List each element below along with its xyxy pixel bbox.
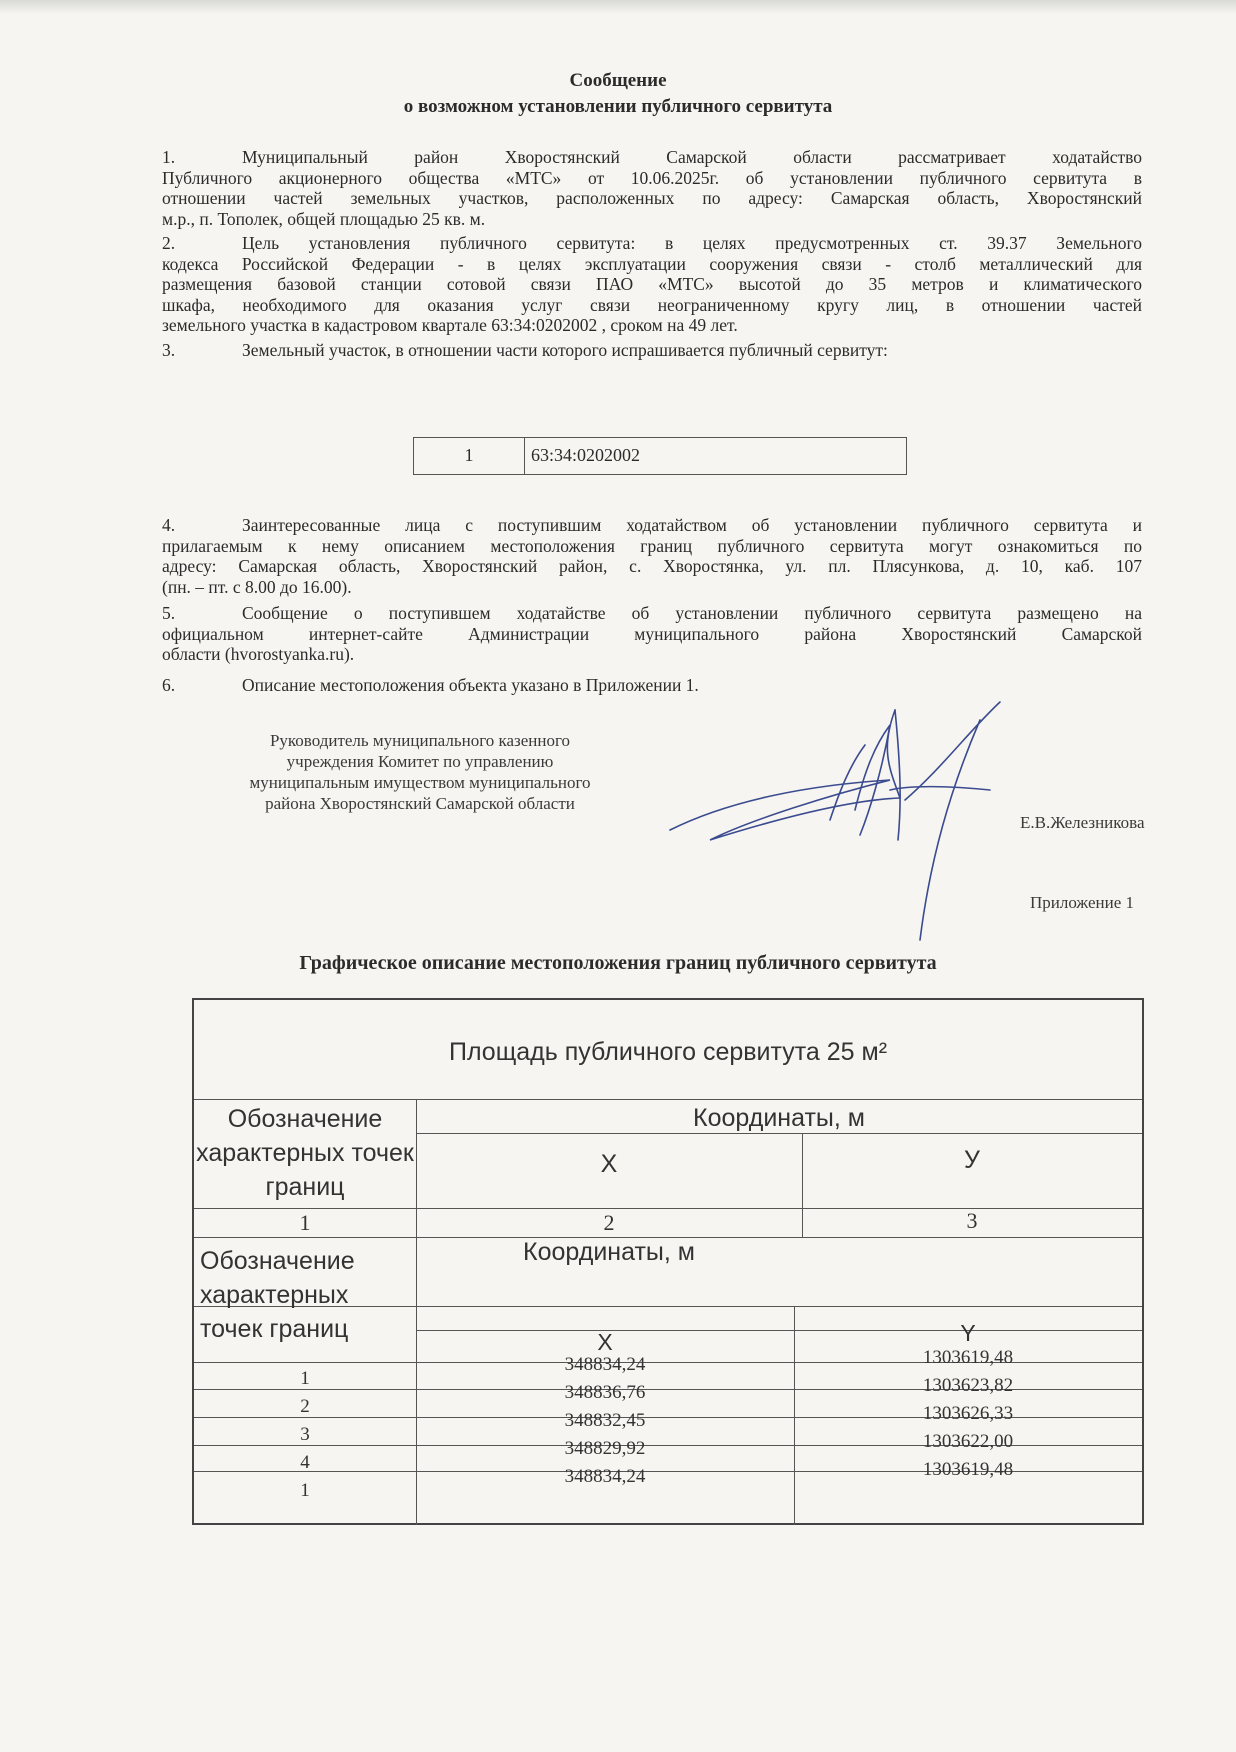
x-column-header: X — [597, 1329, 613, 1355]
item-number: 4. — [162, 515, 176, 535]
paragraph-line: адресу: Самарская область, Хворостянский район, с. Хворостянка, ул. пл. Плясункова, д. 10, каб. 107 — [162, 556, 1142, 576]
column-number: 1 — [299, 1210, 311, 1235]
paragraph-line: Заинтересованные лица с поступившим ходатайством об установлении публичного сервитута и — [242, 515, 1142, 535]
doc-title-line1: Сообщение — [569, 70, 667, 91]
item-number: 1. — [162, 147, 176, 167]
signatory-line: Руководитель муниципального казенного — [269, 731, 571, 750]
y-column-header: У — [964, 1146, 980, 1174]
paragraph-line: Цель установления публичного сервитута: в целях предусмотренных ст. 39.37 Земельного — [242, 233, 1142, 253]
column-number: 3 — [966, 1208, 978, 1233]
item-number: 6. — [162, 675, 176, 695]
paragraph-1 — [162, 147, 1142, 229]
item-number: 2. — [162, 233, 176, 253]
table-row-y: 1303626,33 — [922, 1403, 1014, 1424]
paragraph-line: кодекса Российской Федерации - в целях эксплуатации сооружения связи - столб металлический для — [162, 253, 1142, 274]
parcel-index: 1 — [414, 438, 525, 474]
area-title: Площадь публичного сервитута 25 м² — [448, 1038, 888, 1066]
table-row-point: 2 — [300, 1396, 310, 1417]
paragraph-5 — [162, 603, 1142, 665]
paragraph-line: Сообщение о поступившем ходатайстве об установлении публичного сервитута размещено на — [242, 603, 1142, 623]
signer-name: Е.В.Железникова — [1020, 813, 1145, 832]
signatory-line: учреждения Комитет по управлению — [286, 752, 554, 771]
appendix-label: Приложение 1 — [1030, 893, 1134, 912]
paragraph-line: Земельный участок, в отношении части которого испрашивается публичный сервитут: — [242, 340, 888, 360]
paragraph-line: земельного участка в кадастровом квартале 63:34:0202002 , сроком на 49 лет. — [162, 315, 738, 335]
item-number: 3. — [162, 340, 176, 360]
column-number: 2 — [603, 1210, 615, 1235]
scan-edge — [0, 0, 1236, 14]
coords-label-header: Координаты, м — [693, 1104, 865, 1132]
table-row-x: 348834,24 — [564, 1466, 646, 1487]
coords-label-header: Координаты, м — [523, 1238, 695, 1266]
table-row-y: 1303619,48 — [922, 1459, 1014, 1480]
paragraph-line: размещения базовой станции сотовой связи ПАО «МТС» высотой до 35 метров и климатического — [162, 274, 1142, 294]
signatory-position — [190, 730, 650, 814]
table-row-point: 4 — [300, 1452, 310, 1473]
table-row-y: 1303619,48 — [922, 1347, 1014, 1368]
parcel-cadastral-number: 63:34:0202002 — [531, 445, 641, 465]
table-row-x: 348829,92 — [564, 1438, 646, 1459]
table-row-y: 1303623,82 — [922, 1375, 1014, 1396]
handwritten-signature — [650, 690, 1070, 950]
table-row-y: 1303622,00 — [922, 1431, 1014, 1452]
paragraph-line: шкафа, необходимого для оказания услуг связи неограниченному кругу лиц, в отношении частей — [162, 294, 1142, 315]
paragraph-line: Описание местоположения объекта указано в Приложении 1. — [242, 675, 699, 695]
point-label-header: Обозначение характерных точек границ — [200, 1247, 355, 1343]
table-row-point: 1 — [300, 1480, 310, 1501]
paragraph-4 — [162, 515, 1142, 597]
paragraph-line: прилагаемым к нему описанием местоположения границ публичного сервитута могут ознакомиться по — [162, 535, 1142, 556]
paragraph-line: области (hvorostyanka.ru). — [162, 644, 355, 664]
paragraph-2 — [162, 233, 1142, 336]
table-row-point: 3 — [300, 1424, 310, 1445]
table-row-point: 1 — [300, 1368, 310, 1389]
signatory-line: района Хворостянский Самарской области — [265, 794, 575, 813]
paragraph-line: официальном интернет-сайте Администрации муниципального района Хворостянский Самарской — [162, 623, 1142, 644]
x-column-header: X — [600, 1150, 618, 1178]
paragraph-line: (пн. – пт. с 8.00 до 16.00). — [162, 576, 352, 597]
paragraph-line: отношении частей земельных участков, расположенных по адресу: Самарская область, Хворостянский — [162, 188, 1142, 208]
paragraph-line: Муниципальный район Хворостянский Самарской области рассматривает ходатайство — [242, 147, 1142, 167]
graphic-description-title: Графическое описание местоположения границ публичного сервитута — [299, 952, 937, 974]
boundary-table — [192, 998, 1144, 1525]
y-column-header: Y — [960, 1320, 976, 1346]
parcel-table — [413, 437, 907, 475]
point-label-header: Обозначение характерных точек границ — [196, 1105, 414, 1201]
paragraph-line: м.р., п. Тополек, общей площадью 25 кв. м. — [162, 208, 486, 229]
item-number: 5. — [162, 603, 176, 623]
paragraph-line: Публичного акционерного общества «МТС» от 10.06.2025г. об установлении публичного сервитута в — [162, 167, 1142, 188]
paragraph-3 — [162, 340, 1142, 361]
table-row-x: 348836,76 — [564, 1382, 646, 1403]
doc-title-line2: о возможном установлении публичного сервитута — [403, 96, 833, 117]
table-row-x: 348834,24 — [564, 1354, 646, 1375]
signatory-line: муниципальным имуществом муниципального — [249, 773, 591, 792]
table-row-x: 348832,45 — [564, 1410, 646, 1431]
